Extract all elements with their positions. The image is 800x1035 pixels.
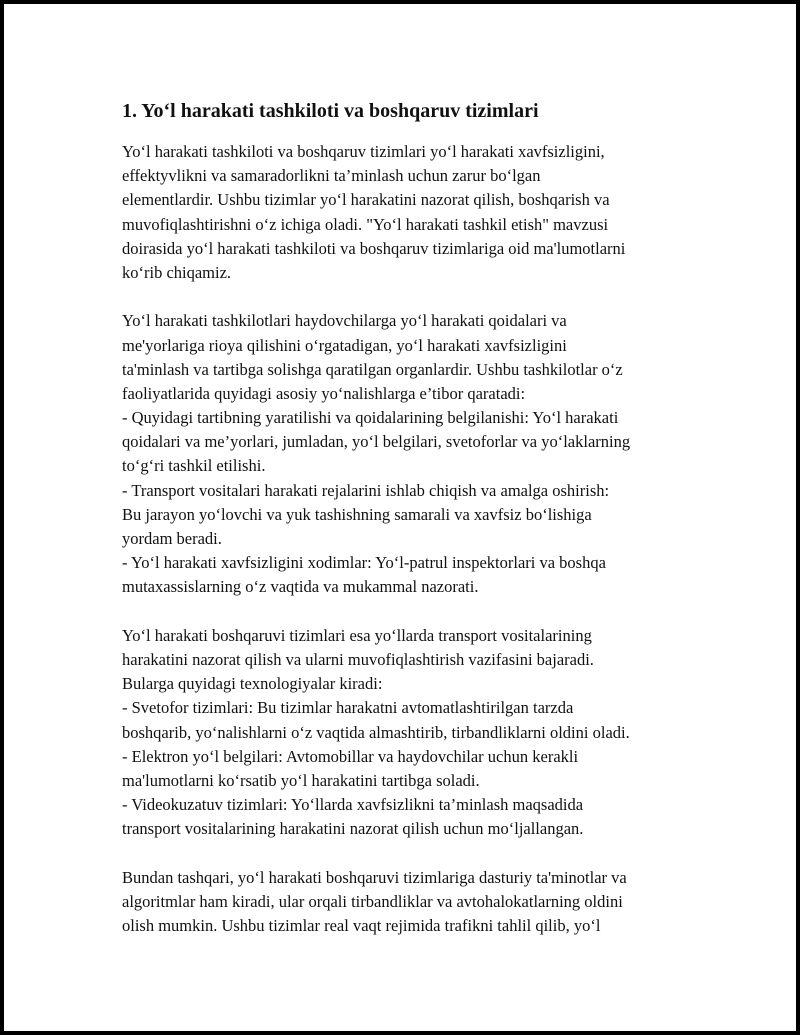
text-line: Bularga quyidagi texnologiyalar kiradi: (122, 674, 383, 694)
text-line: doirasida yo‘l harakati tashkiloti va boshqaruv tizimlariga oid ma'lumotlarni (122, 238, 626, 258)
text-line: muvofiqlashtirishni o‘z ichiga oladi. "Yo‘l harakati tashkil etish" mavzusi (122, 214, 609, 234)
text-line: transport vositalarining harakatini nazorat qilish uchun mo‘ljallangan. (122, 819, 584, 839)
text-line: - Videokuzatuv tizimlari: Yo‘llarda xavfsizlikni ta’minlash maqsadida (122, 795, 584, 815)
text-line: - Quyidagi tartibning yaratilishi va qoidalarining belgilanishi: Yo‘l harakati (122, 408, 619, 428)
text-line: boshqarib, yo‘nalishlarni o‘z vaqtida almashtirib, tirbandliklarni oldini oladi. (122, 722, 630, 742)
text-line: algoritmlar ham kiradi, ular orqali tirbandliklar va avtohalokatlarning oldini (122, 891, 623, 911)
paragraph (122, 309, 722, 599)
text-line: faoliyatlarida quyidagi asosiy yo‘nalishlarga e’tibor qaratadi: (122, 383, 526, 403)
text-line: elementlardir. Ushbu tizimlar yo‘l harakatini nazorat qilish, boshqarish va (122, 190, 610, 210)
text-line: Bundan tashqari, yo‘l harakati boshqaruvi tizimlariga dasturiy ta'minotlar va (122, 867, 627, 887)
paragraph (122, 140, 722, 285)
text-line: ma'lumotlarni ko‘rsatib yo‘l harakatini tartibga soladi. (122, 770, 480, 790)
paragraph (122, 866, 722, 939)
text-line: - Transport vositalari harakati rejalarini ishlab chiqish va amalga oshirish: (122, 480, 610, 500)
paragraph-gap (122, 600, 722, 624)
text-line: mutaxassislarning o‘z vaqtida va mukammal nazorati. (122, 577, 479, 597)
section-heading: 1. Yo‘l harakati tashkiloti va boshqaruv tizimlari (122, 100, 539, 122)
text-line: Yo‘l harakati tashkilotlari haydovchilarga yo‘l harakati qoidalari va (122, 311, 567, 331)
document-body (122, 140, 722, 938)
paragraph-gap (122, 841, 722, 865)
text-line: - Elektron yo‘l belgilari: Avtomobillar va haydovchilar uchun kerakli (122, 746, 579, 766)
text-line: Yo‘l harakati tashkiloti va boshqaruv tizimlari yo‘l harakati xavfsizligini, (122, 142, 605, 161)
text-line: - Yo‘l harakati xavfsizligini xodimlar: Yo‘l-patrul inspektorlari va boshqa (122, 553, 606, 573)
text-line: harakatini nazorat qilish va ularni muvofiqlashtirish vazifasini bajaradi. (122, 649, 594, 669)
text-line: Bu jarayon yo‘lovchi va yuk tashishning samarali va xavfsiz bo‘lishiga (122, 504, 592, 524)
text-line: Yo‘l harakati boshqaruvi tizimlari esa yo‘llarda transport vositalarining (122, 625, 592, 645)
text-line: yordam beradi. (122, 529, 222, 548)
text-line: me'yorlariga rioya qilishini o‘rgatadigan, yo‘l harakati xavfsizligini (122, 335, 567, 355)
paragraph-gap (122, 285, 722, 309)
text-line: ta'minlash va tartibga solishga qaratilgan organlardir. Ushbu tashkilotlar o‘z (122, 359, 623, 379)
text-line: to‘g‘ri tashkil etilishi. (122, 456, 266, 476)
paragraph (122, 624, 722, 842)
text-line: qoidalari va me’yorlari, jumladan, yo‘l belgilari, svetoforlar va yo‘laklarning (122, 432, 631, 452)
text-line: olish mumkin. Ushbu tizimlar real vaqt rejimida trafikni tahlil qilib, yo‘l (122, 916, 601, 935)
text-line: - Svetofor tizimlari: Bu tizimlar harakatni avtomatlashtirilgan tarzda (122, 698, 574, 718)
text-line: effektyvlikni va samaradorlikni ta’minlash uchun zarur bo‘lgan (122, 166, 541, 186)
text-line: ko‘rib chiqamiz. (122, 262, 232, 282)
